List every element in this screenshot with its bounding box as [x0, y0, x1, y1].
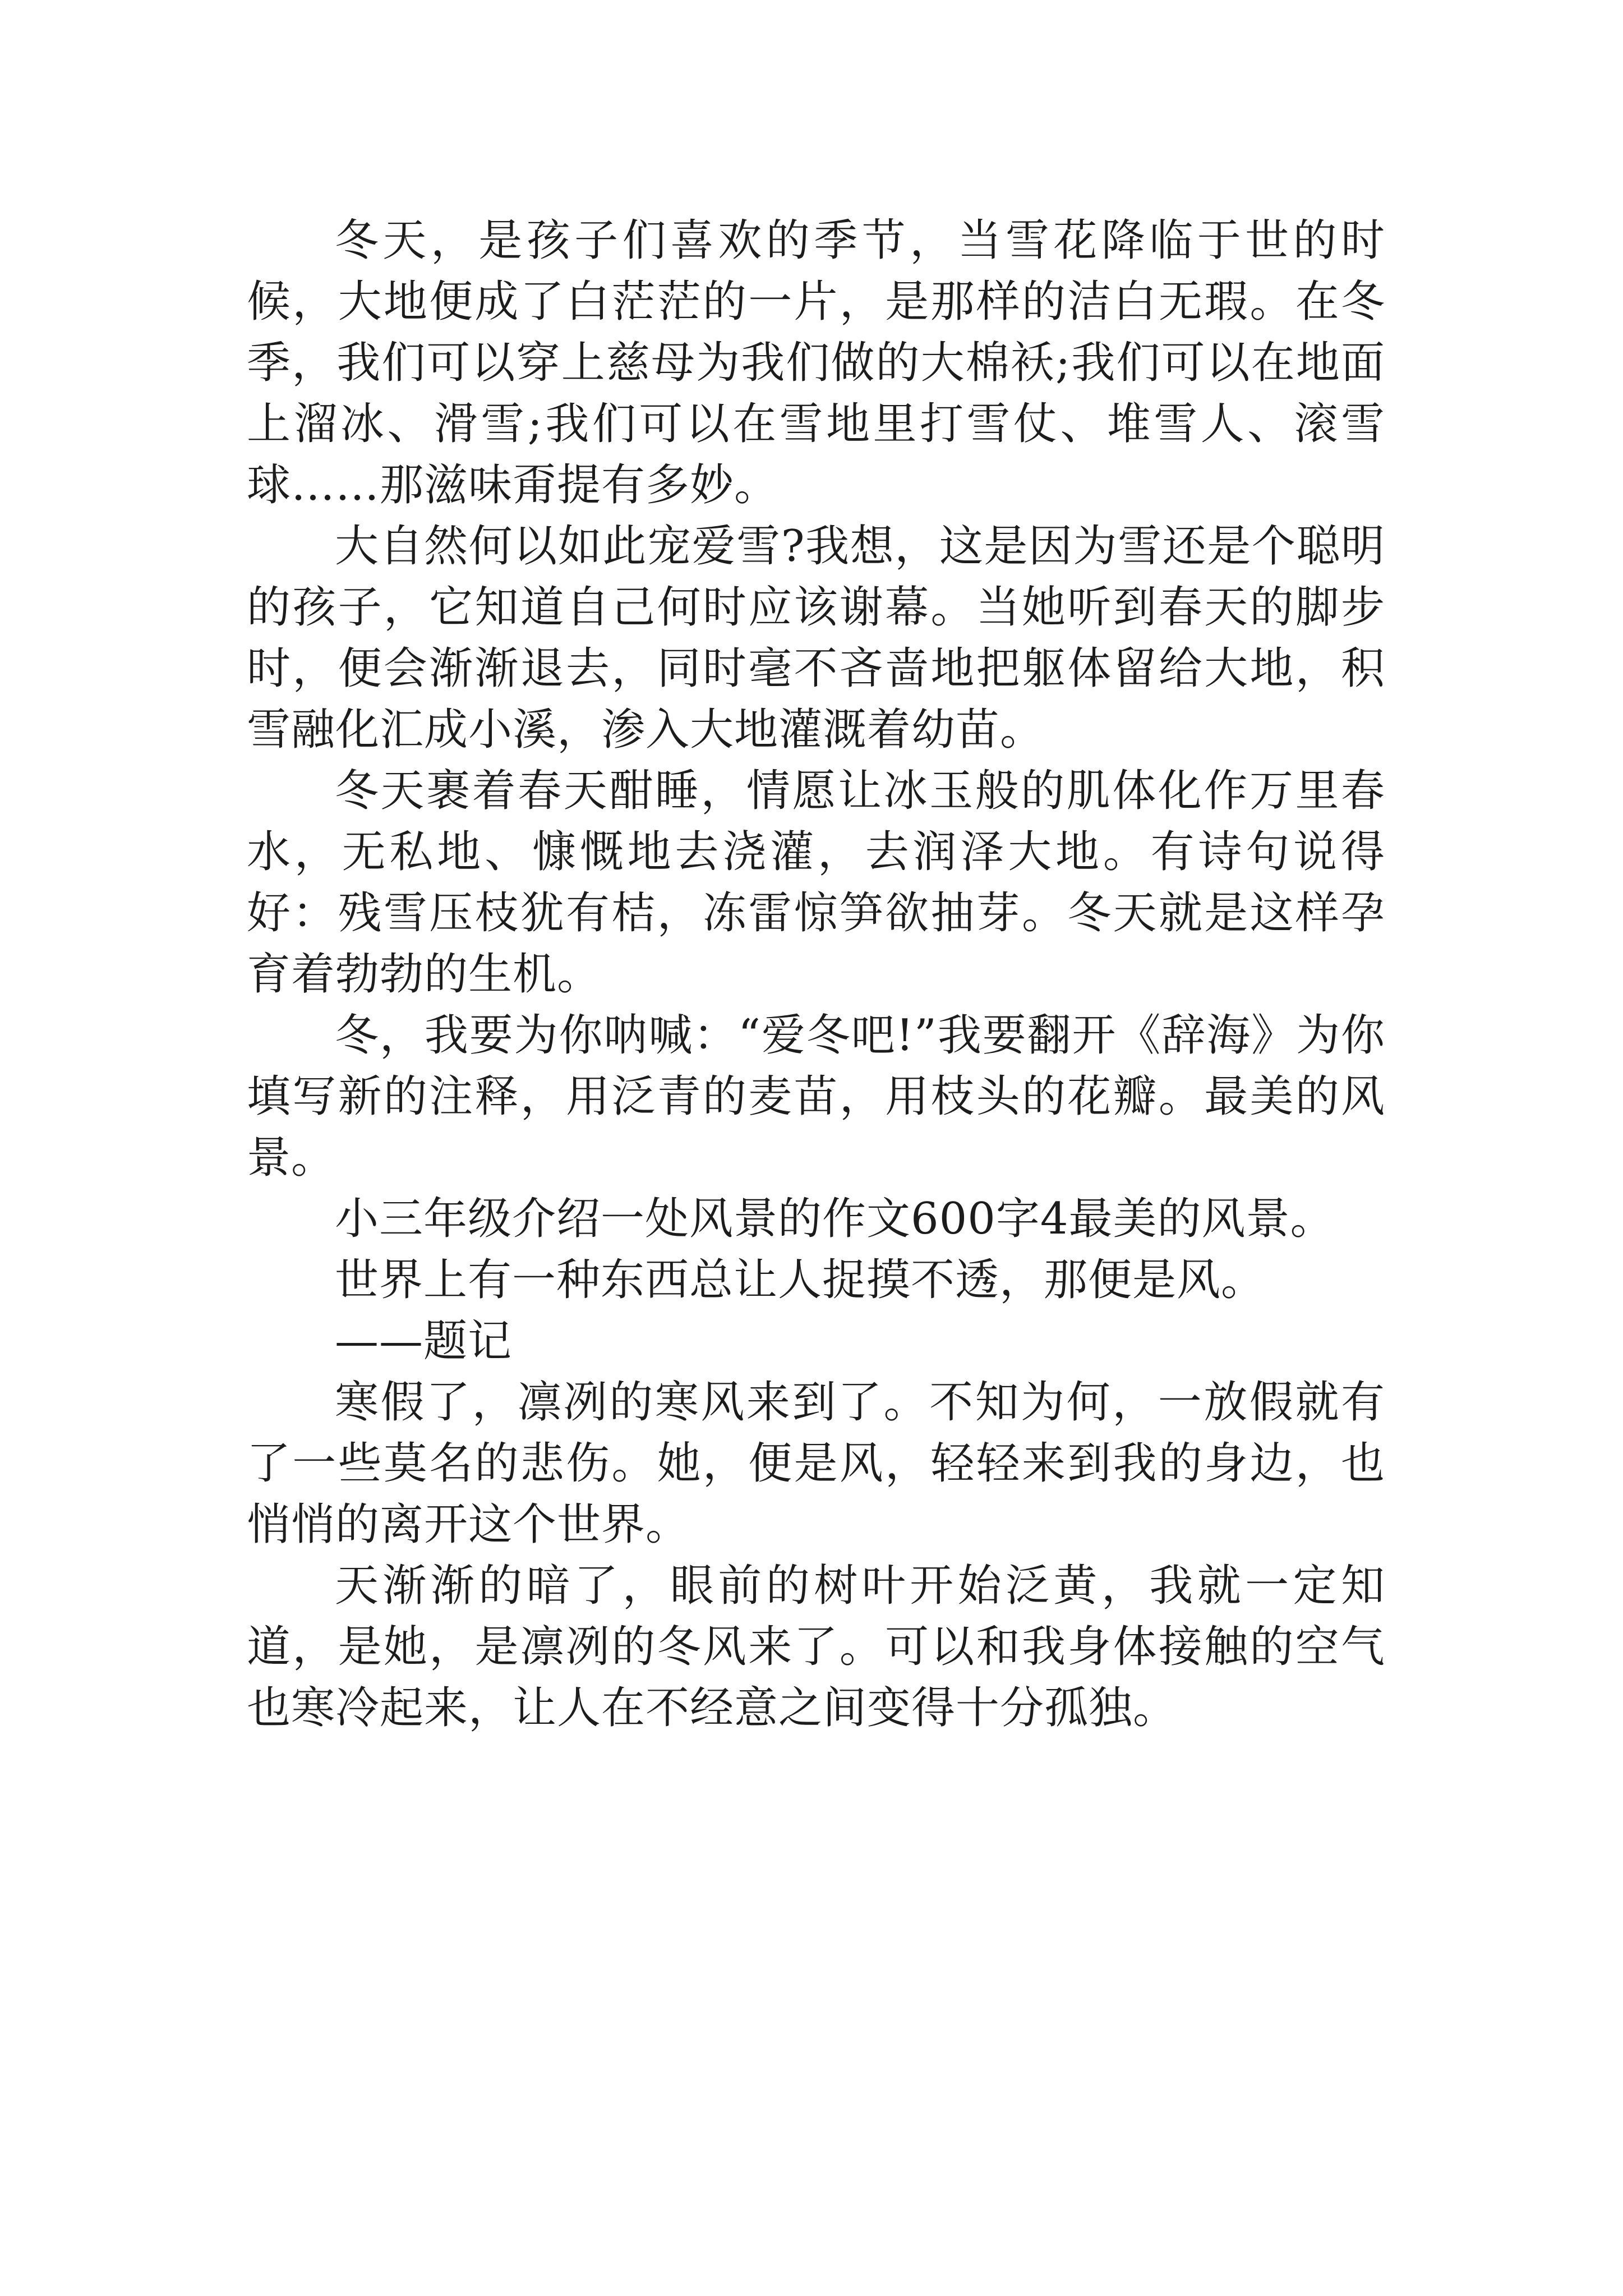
- paragraph-dark-sky: 天渐渐的暗了，眼前的树叶开始泛黄，我就一定知道，是她，是凛冽的冬风来了。可以和我身体接触的空气也寒冷起来，让人在不经意之间变得十分孤独。: [247, 1561, 1385, 1733]
- paragraph-essay-heading: 小三年级介绍一处风景的作文600字4最美的风景。: [335, 1194, 1335, 1244]
- paragraph-love-winter: 冬，我要为你呐喊：“爱冬吧!”我要翻开《辞海》为你填写新的注释，用泛青的麦苗，用枝头的花瓣。最美的风景。: [247, 1010, 1385, 1183]
- paragraph-winter-break: 寒假了，凛冽的寒风来到了。不知为何，一放假就有了一些莫名的悲伤。她，便是风，轻轻来到我的身边，也悄悄的离开这个世界。: [247, 1377, 1385, 1550]
- paragraph-wind-epigraph: 世界上有一种东西总让人捉摸不透，那便是风。: [335, 1255, 1266, 1305]
- document-body: [247, 210, 1385, 1739]
- paragraph-winter-intro: 冬天，是孩子们喜欢的季节，当雪花降临于世的时候，大地便成了白茫茫的一片，是那样的洁白无瑕。在冬季，我们可以穿上慈母为我们做的大棉袄;我们可以在地面上溜冰、滑雪;我们可以在雪地里打雪仗、堆雪人、滚雪球……那滋味甭提有多妙。: [247, 215, 1385, 510]
- paragraph-nature-loves-snow: 大自然何以如此宠爱雪?我想，这是因为雪还是个聪明的孩子，它知道自己何时应该谢幕。当她听到春天的脚步时，便会渐渐退去，同时毫不吝啬地把躯体留给大地，积雪融化汇成小溪，渗入大地灌溉着幼苗。: [247, 521, 1385, 755]
- paragraph-epigraph-note: ——题记: [335, 1316, 513, 1366]
- paragraph-winter-sleeps: 冬天裹着春天酣睡，情愿让冰玉般的肌体化作万里春水，无私地、慷慨地去浇灌，去润泽大地。有诗句说得好：残雪压枝犹有桔，冻雷惊笋欲抽芽。冬天就是这样孕育着勃勃的生机。: [247, 766, 1385, 1000]
